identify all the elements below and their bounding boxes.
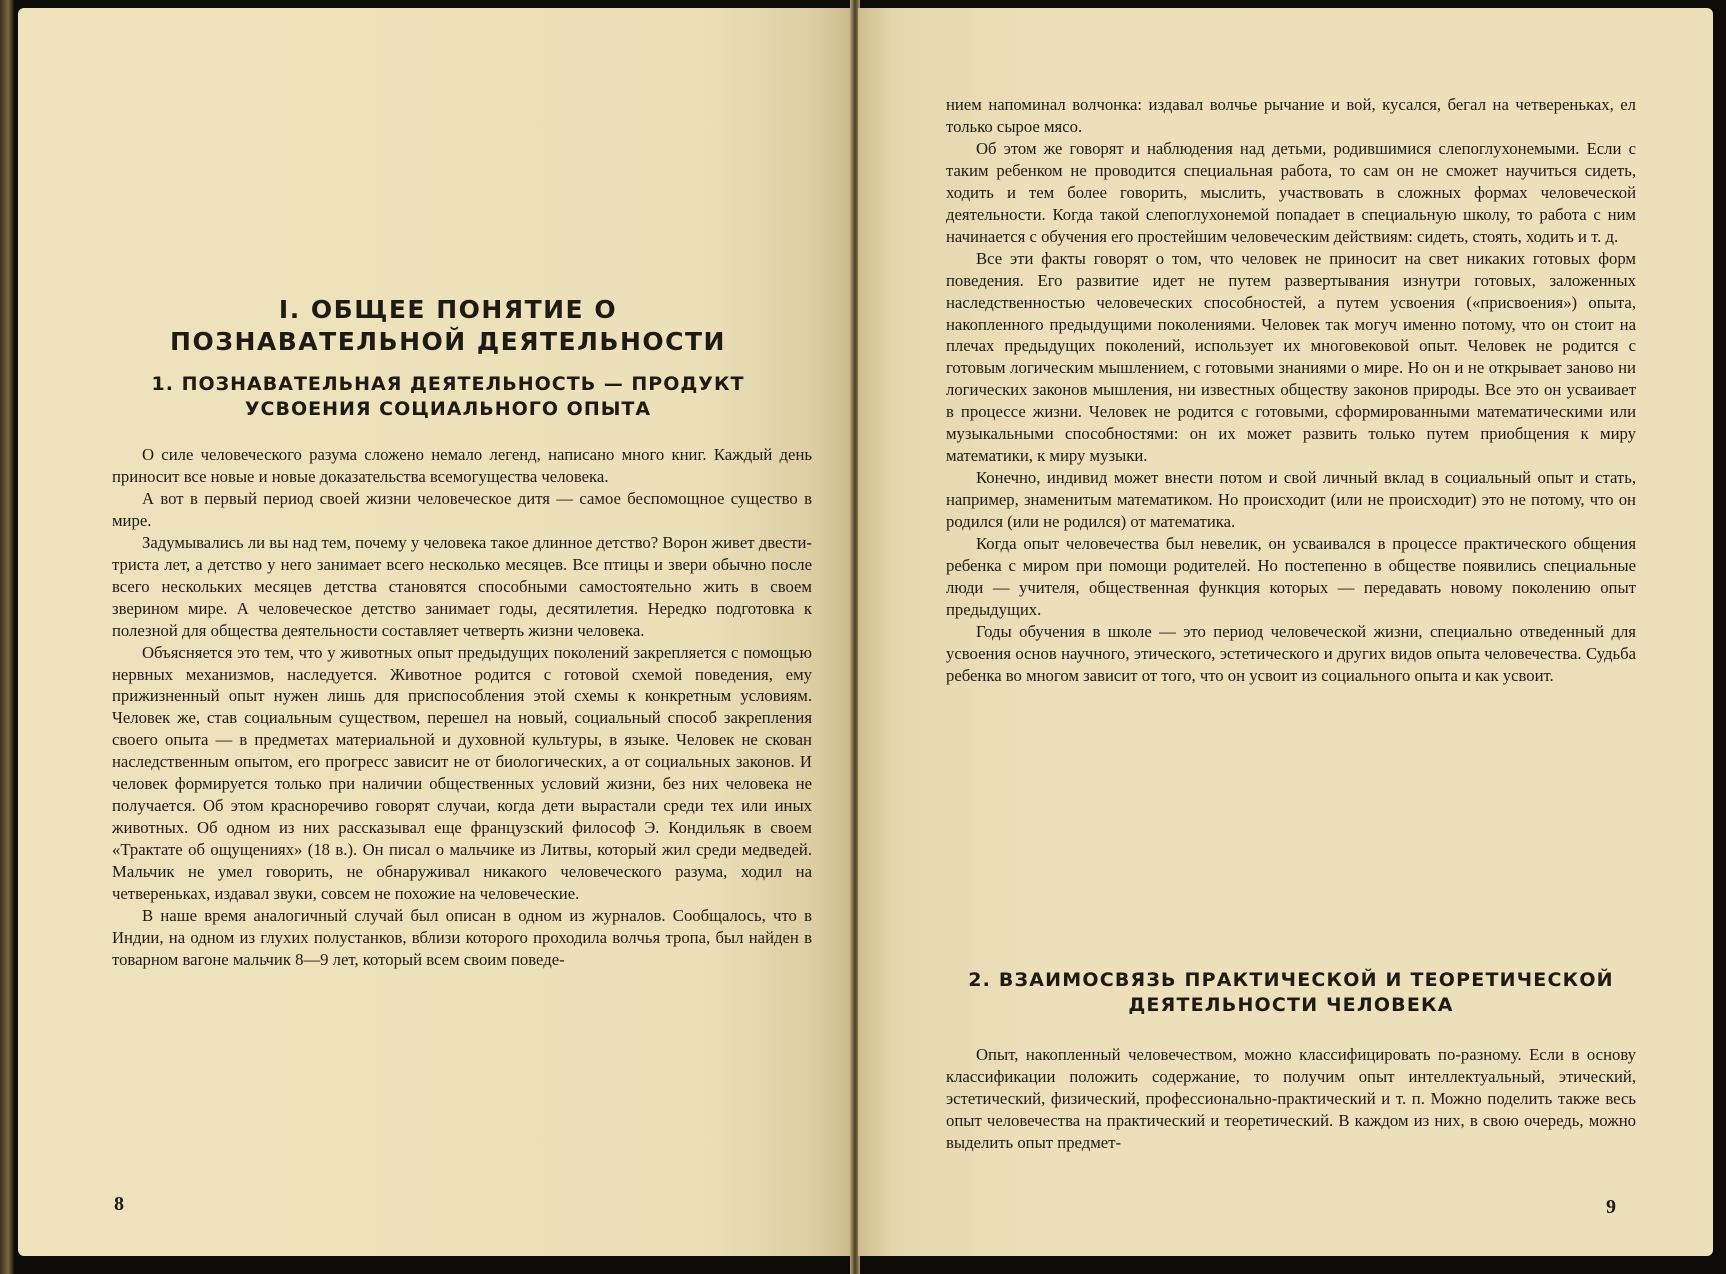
paragraph: В наше время аналогичный случай был описан в одном из журналов. Сообщалось, что в Индии, на одном из глухих полустанков, вблизи которого проходила волчья тропа, был найден в товарном вагоне мальчик 8—9 лет, который всем своим поведе- (112, 906, 812, 969)
section-title: 2. ВЗАИМОСВЯЗЬ ПРАКТИЧЕСКОЙ И ТЕОРЕТИЧЕСКОЙ ДЕЯТЕЛЬНОСТИ ЧЕЛОВЕКА (968, 969, 1614, 1016)
paragraph: Объясняется это тем, что у животных опыт предыдущих поколений закрепляется с помощью нервных механизмов, наследуется. Животное родится с готовой схемой поведения, ему прижизненный опыт нужен лишь для приспособления этой схемы к конкретным условиям. Человек же, став социальным существом, перешел на новый, социальный способ закрепления своего опыта — в предметах материальной и духовной культуры, в языке. Человек не скован наследственным опытом, его прогресс зависит не от биологических, а от социальных законов. И человек формируется только при наличии общественных условий жизни, без них человека не получается. Об этом красноречиво говорят случаи, когда дети вырастали среди тех или иных животных. Об одном из них рассказывал еще французский философ Э. Кондильяк в своем «Трактате об ощущениях» (18 в.). Он писал о мальчике из Литвы, который жил среди медведей. Мальчик не умел говорить, не обнаруживал никакого человеческого разума, ходил на четвереньках, издавал звуки, совсем не похожие на человеческие. (112, 642, 812, 904)
right-body-text (946, 94, 1636, 687)
paragraph: О силе человеческого разума сложено немало легенд, написано много книг. Каждый день приносит все новые и новые доказательства всемогущества человека. (112, 445, 812, 486)
right-page (858, 8, 1713, 1256)
paragraph: Об этом же говорят и наблюдения над детьми, родившимися слепоглухонемыми. Если с таким ребенком не проводится специальная работа, то сам он не сможет научиться сидеть, ходить и тем более говорить, мыслить, участвовать в сложных формах человеческой деятельности. Когда такой слепоглухонемой попадает в специальную школу, то работа с ним начинается с обучения его простейшим человеческим действиям: сидеть, стоять, ходить и т. д. (946, 138, 1636, 246)
page-number: 8 (114, 1193, 124, 1215)
paragraph: Конечно, индивид может внести потом и свой личный вклад в социальный опыт и стать, например, знаменитым математиком. Но происходит (или не происходит) это не потому, что он родился (или не родился) от математика. (946, 468, 1636, 532)
paragraph: Годы обучения в школе — это период человеческой жизни, специально отведенный для усвоения основ научного, этического, эстетического и других видов опыта человечества. Судьба ребенка во многом зависит от того, что он усвоит из социального опыта и как усвоит. (946, 621, 1636, 685)
paragraph: Задумывались ли вы над тем, почему у человека такое длинное детство? Ворон живет двести-триста лет, а детство у него занимает всего несколько месяцев. Все птицы и звери обычно после всего нескольких месяцев детства становятся способными самостоятельно жить в своем зверином мире. А человеческое детство занимает годы, десятилетия. Нередко подготовка к полезной для общества деятельности составляет четверть жизни человека. (112, 532, 812, 640)
paragraph: Опыт, накопленный человечеством, можно классифицировать по-разному. Если в основу классификации положить содержание, то получим опыт интеллектуальный, этический, эстетический, физический, профессионально-практический и т. п. Можно поделить также весь опыт человечества на практический и теоретический. В каждом из них, в свою очередь, можно выделить опыт предмет- (946, 1045, 1636, 1152)
paragraph: А вот в первый период своей жизни человеческое дитя — самое беспомощное существо в мире. (112, 488, 812, 530)
paragraph: Все эти факты говорят о том, что человек не приносит на свет никаких готовых форм поведения. Его развитие идет не путем развертывания изнутри готовых, заложенных наследственностью человеческих способностей, а путем усвоения («присвоения») опыта, накопленного предыдущими поколениями. Человек так могуч именно потому, что он стоит на плечах предыдущих поколений, использует их многовековой опыт. Человек не родится с готовым логическим мышлением, с готовыми знаниями о мире. Но он и не открывает заново ни логических законов мышления, ни известных обществу законов природы. Все это он усваивает в процессе жизни. Человек не родится с готовыми, сформированными математическими или музыкальными способностями: он их может развить только путем приобщения к миру математики, к миру музыки. (946, 248, 1636, 466)
book-edge (0, 0, 14, 1274)
left-page (18, 8, 852, 1256)
right-body-text-2 (946, 1044, 1636, 1154)
chapter-title: I. ОБЩЕЕ ПОНЯТИЕ О ПОЗНАВАТЕЛЬНОЙ ДЕЯТЕЛЬНОСТИ (170, 295, 726, 356)
section-title: 1. ПОЗНАВАТЕЛЬНАЯ ДЕЯТЕЛЬНОСТЬ — ПРОДУКТ УСВОЕНИЯ СОЦИАЛЬНОГО ОПЫТА (151, 373, 745, 420)
paragraph: нием напоминал волчонка: издавал волчье рычание и вой, кусался, бегал на четвереньках, ел только сырое мясо. (946, 95, 1636, 136)
paragraph: Когда опыт человечества был невелик, он усваивался в процессе практического общения ребенка с миром при помощи родителей. Но постепенно в обществе появились специальные люди — учителя, общественная функция которых — передавать новому поколению опыт предыдущих. (946, 534, 1636, 619)
page-number: 9 (1606, 1196, 1616, 1218)
left-body-text (112, 444, 812, 971)
